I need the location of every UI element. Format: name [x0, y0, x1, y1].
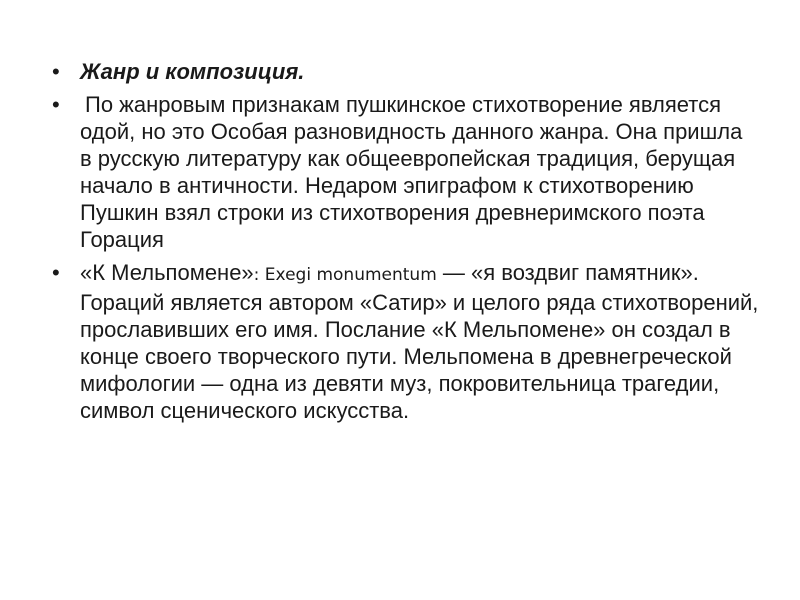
bullet-dot: • — [52, 260, 60, 285]
bullet-item-paragraph-2 — [52, 259, 760, 424]
latin-quote: : Exegi monumentum — [253, 265, 437, 285]
bullet-item-heading — [52, 58, 760, 85]
bullet-list — [52, 58, 760, 424]
paragraph-2-text: — «я воздвиг памятник». Гораций является автором «Сатир» и целого ряда стихотворений, прославивших его имя. Послание «К Мельпомене» он создал в конце своего творческого пути. Мельпомена в древнегреческой мифологии — одна из девяти муз, покровительница трагедии, символ сценического искусства. — [80, 260, 759, 423]
paragraph-1-text: По жанровым признакам пушкинское стихотворение является одой, но это Особая разновидность данного жанра. Она пришла в русскую литературу как общеевропейская традиция, берущая начало в античности. Недаром эпиграфом к стихотворению Пушкин взял строки из стихотворения древнеримского поэта Горация — [80, 92, 743, 252]
poem-title: «К Мельпомене» — [80, 260, 254, 285]
slide-heading: Жанр и композиция. — [80, 59, 305, 84]
bullet-item-paragraph-1 — [52, 91, 760, 253]
bullet-dot: • — [52, 92, 60, 117]
bullet-dot: • — [52, 59, 60, 84]
